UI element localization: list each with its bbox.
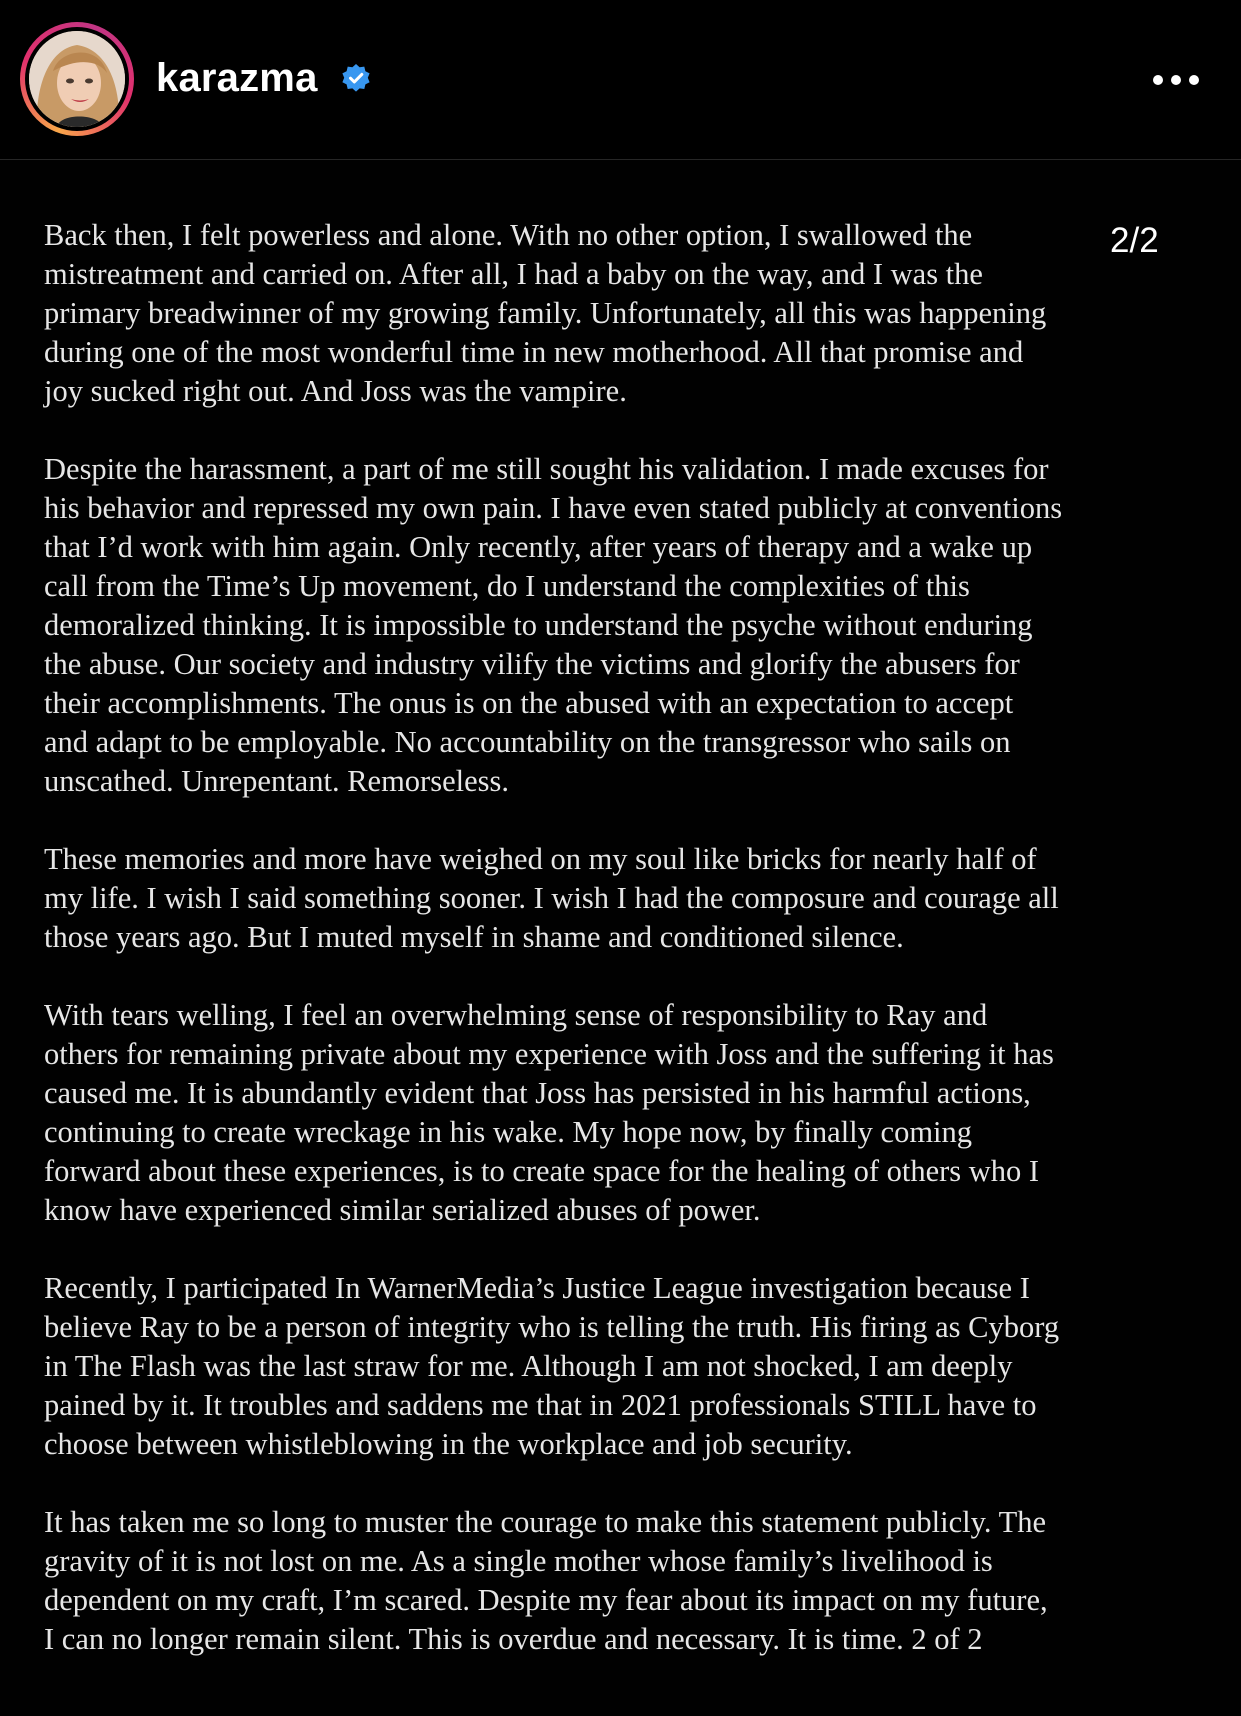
statement-paragraph: [44, 996, 1194, 1230]
post-image[interactable]: [0, 160, 1241, 1716]
statement-line: my life. I wish I said something sooner. I wish I had the composure and courage all: [44, 881, 1059, 915]
statement-line: that I’d work with him again. Only recently, after years of therapy and a wake up: [44, 530, 1033, 564]
verified-badge-icon: [340, 63, 372, 95]
statement-line: gravity of it is not lost on me. As a single mother whose family’s livelihood is: [44, 1544, 993, 1578]
profile-photo: [29, 31, 125, 127]
slide-counter: 2/2: [1110, 221, 1159, 260]
statement-paragraph: [44, 1503, 1194, 1659]
statement-paragraph: [44, 450, 1194, 801]
story-ring[interactable]: [20, 22, 134, 136]
statement-paragraph: [44, 1269, 1194, 1464]
statement-line: others for remaining private about my experience with Joss and the suffering it has: [44, 1037, 1054, 1071]
statement-line: Despite the harassment, a part of me still sought his validation. I made excuses for: [44, 452, 1049, 486]
statement-line: demoralized thinking. It is impossible to understand the psyche without enduring: [44, 608, 1033, 642]
statement-line: choose between whistleblowing in the workplace and job security.: [44, 1427, 853, 1461]
statement-line: know have experienced similar serialized abuses of power.: [44, 1193, 761, 1227]
statement-line: Back then, I felt powerless and alone. With no other option, I swallowed the: [44, 218, 973, 252]
statement-line: call from the Time’s Up movement, do I understand the complexities of this: [44, 569, 970, 603]
statement-line: forward about these experiences, is to create space for the healing of others who I: [44, 1154, 1040, 1188]
statement-line: pained by it. It troubles and saddens me that in 2021 professionals STILL have to: [44, 1388, 1037, 1422]
statement-line: Recently, I participated In WarnerMedia’s Justice League investigation because I: [44, 1271, 1030, 1305]
statement-paragraph: [44, 840, 1194, 957]
statement-line: caused me. It is abundantly evident that Joss has persisted in his harmful actions,: [44, 1076, 1031, 1110]
statement-line: their accomplishments. The onus is on the abused with an expectation to accept: [44, 686, 1014, 720]
statement-line: primary breadwinner of my growing family. Unfortunately, all this was happening: [44, 296, 1047, 330]
username[interactable]: karazma: [156, 56, 318, 100]
statement-line: joy sucked right out. And Joss was the vampire.: [44, 374, 627, 408]
statement-line: With tears welling, I feel an overwhelming sense of responsibility to Ray and: [44, 998, 988, 1032]
statement-line: the abuse. Our society and industry vilify the victims and glorify the abusers for: [44, 647, 1020, 681]
avatar[interactable]: [29, 31, 125, 127]
more-horizontal-icon[interactable]: [1150, 64, 1202, 96]
statement-line: in The Flash was the last straw for me. Although I am not shocked, I am deeply: [44, 1349, 1013, 1383]
statement-line: I can no longer remain silent. This is overdue and necessary. It is time. 2 of 2: [44, 1622, 983, 1656]
statement-line: mistreatment and carried on. After all, I had a baby on the way, and I was the: [44, 257, 983, 291]
statement-line: his behavior and repressed my own pain. I have even stated publicly at conventions: [44, 491, 1063, 525]
statement-line: and adapt to be employable. No accountability on the transgressor who sails on: [44, 725, 1011, 759]
statement-line: those years ago. But I muted myself in shame and conditioned silence.: [44, 920, 904, 954]
statement-line: It has taken me so long to muster the courage to make this statement publicly. The: [44, 1505, 1047, 1539]
statement-paragraph: [44, 216, 1194, 411]
statement-line: dependent on my craft, I’m scared. Despite my fear about its impact on my future,: [44, 1583, 1048, 1617]
statement-line: unscathed. Unrepentant. Remorseless.: [44, 764, 509, 798]
statement-line: believe Ray to be a person of integrity who is telling the truth. His firing as Cyborg: [44, 1310, 1060, 1344]
statement-line: These memories and more have weighed on my soul like bricks for nearly half of: [44, 842, 1037, 876]
post-header: [0, 0, 1241, 160]
statement-line: continuing to create wreckage in his wake. My hope now, by finally coming: [44, 1115, 973, 1149]
statement-line: during one of the most wonderful time in new motherhood. All that promise and: [44, 335, 1024, 369]
statement-text: [44, 216, 1194, 1698]
